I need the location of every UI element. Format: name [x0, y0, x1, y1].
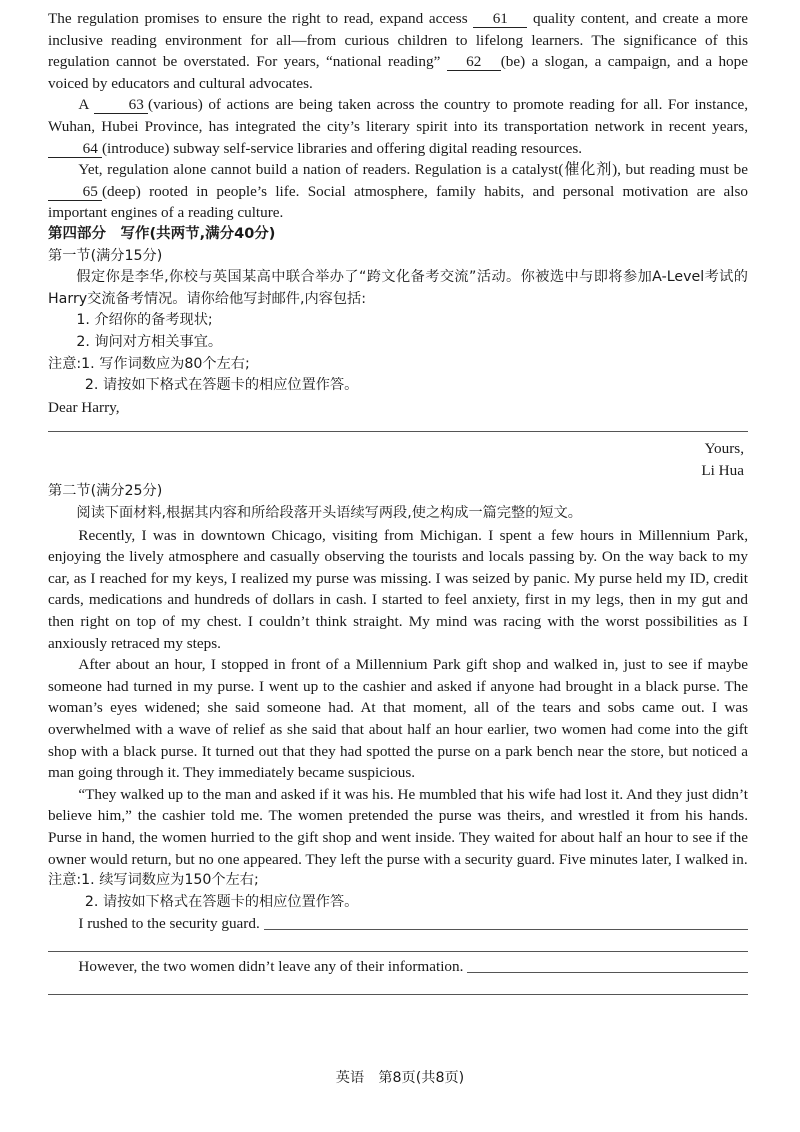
blank-64: 64	[48, 140, 102, 158]
passage-paragraph-1: The regulation promises to ensure the right to read, expand access 61 quality content, and create a more inclusive reading environment for all—from curious children to lifelong learners. The significance of this regulation cannot be overstated. For years, “national reading” 62 (be) a slogan, a campaign, and a hope voiced by educators and cultural advocates.	[48, 10, 748, 92]
section2-prompt: 阅读下面材料,根据其内容和所给段落开头语续写两段,使之构成一篇完整的短文。	[76, 505, 582, 522]
answer-line	[48, 994, 748, 995]
section2-heading: 第二节(满分25分)	[48, 483, 163, 500]
section1-item-2: 2. 询问对方相关事宜。	[76, 333, 223, 350]
section1-heading: 第一节(满分15分)	[48, 247, 163, 264]
part4-heading: 第四部分 写作(共两节,满分40分)	[48, 225, 276, 242]
continuation-lead-1: I rushed to the security guard.	[48, 913, 748, 935]
section2-note-1: 注意:1. 续写词数应为150个左右;	[48, 872, 259, 889]
blank-62: 62	[447, 53, 501, 71]
continuation-lead-2: However, the two women didn’t leave any of their information.	[48, 956, 748, 978]
answer-spacer	[48, 978, 748, 994]
section2-note-2: 2. 请按如下格式在答题卡的相应位置作答。	[84, 893, 359, 910]
blank-65: 65	[48, 183, 102, 201]
letter-signature: Li Hua	[701, 461, 744, 479]
page-footer: 英语 第8页(共8页)	[335, 1070, 465, 1086]
answer-line	[467, 972, 748, 973]
story-paragraph-2: After about an hour, I stopped in front of a Millennium Park gift shop and walked in, just to see if maybe someone had turned in my purse. I went up to the cashier and asked if anyone had brought in a black purse. The woman’s eyes widened; she said someone had. At that moment, all of the tears and sobs came out. I was overwhelmed with a wave of relief as she said that about half an hour earlier, two women had come into the gift shop with a black purse. It turned out that they had spotted the purse on a park bench near the store, but noticed a man going through it. They immediately became suspicious.	[48, 656, 748, 782]
hint-64: (introduce)	[102, 139, 170, 157]
hint-63: (various)	[148, 96, 203, 114]
story-paragraph-1: Recently, I was in downtown Chicago, visiting from Michigan. I spent a few hours in Millennium Park, enjoying the lively atmosphere and casually observing the tourists and locals passing by. On the way back to my car, as I reached for my keys, I realized my purse was missing. I was seized by panic. My purse held my ID, credit cards, medications and hundreds of dollars in cash. I started to feel anxiety, first in my legs, then in my gut and then right on top of my chest. I couldn’t think straight. My mind was racing with the worst possibilities as I anxiously retraced my steps.	[48, 526, 748, 652]
story-paragraph-3: “They walked up to the man and asked if it was his. He mumbled that his wife had lost it. And they just didn’t believe him,” the cashier told me. The women pretended the purse was theirs, and wrestled it from his hands. Purse in hand, the women hurried to the gift shop and went inside. They waited for about half an hour to see if the owner would return, but no one appeared. They left the purse with a security guard. Five minutes later, I walked in.	[48, 785, 748, 868]
blank-63: 63	[94, 96, 148, 114]
section1-prompt: 假定你是李华,你校与英国某高中联合举办了“跨文化备考交流”活动。你被选中与即将参加A-Level考试的Harry交流备考情况。请你给他写封邮件,内容包括:	[48, 269, 748, 307]
answer-spacer	[48, 935, 748, 951]
section1-item-1: 1. 介绍你的备考现状;	[76, 312, 213, 329]
passage-paragraph-3: Yet, regulation alone cannot build a nation of readers. Regulation is a catalyst(催化剂), but reading must be 65 (deep) rooted in people’s life. Social atmosphere, family habits, and personal motivation are also important engines of a reading culture.	[48, 161, 748, 222]
letter-closing: Yours,	[704, 440, 744, 458]
hint-62: (be)	[500, 53, 526, 71]
section1-note-1: 注意:1. 写作词数应为80个左右;	[48, 355, 250, 372]
letter-salutation: Dear Harry,	[48, 398, 120, 416]
passage-paragraph-2: A 63 (various) of actions are being taken across the country to promote reading for all. For instance, Wuhan, Hubei Province, has integrated the city’s literary spirit into its transportation network in recent years, 64 (introduce) subway self-service libraries and offering digital reading resources.	[48, 96, 749, 157]
answer-line	[264, 929, 748, 930]
blank-61: 61	[473, 10, 527, 28]
hint-65: (deep)	[102, 182, 141, 200]
section1-note-2: 2. 请按如下格式在答题卡的相应位置作答。	[84, 377, 359, 394]
answer-spacer	[48, 418, 748, 431]
